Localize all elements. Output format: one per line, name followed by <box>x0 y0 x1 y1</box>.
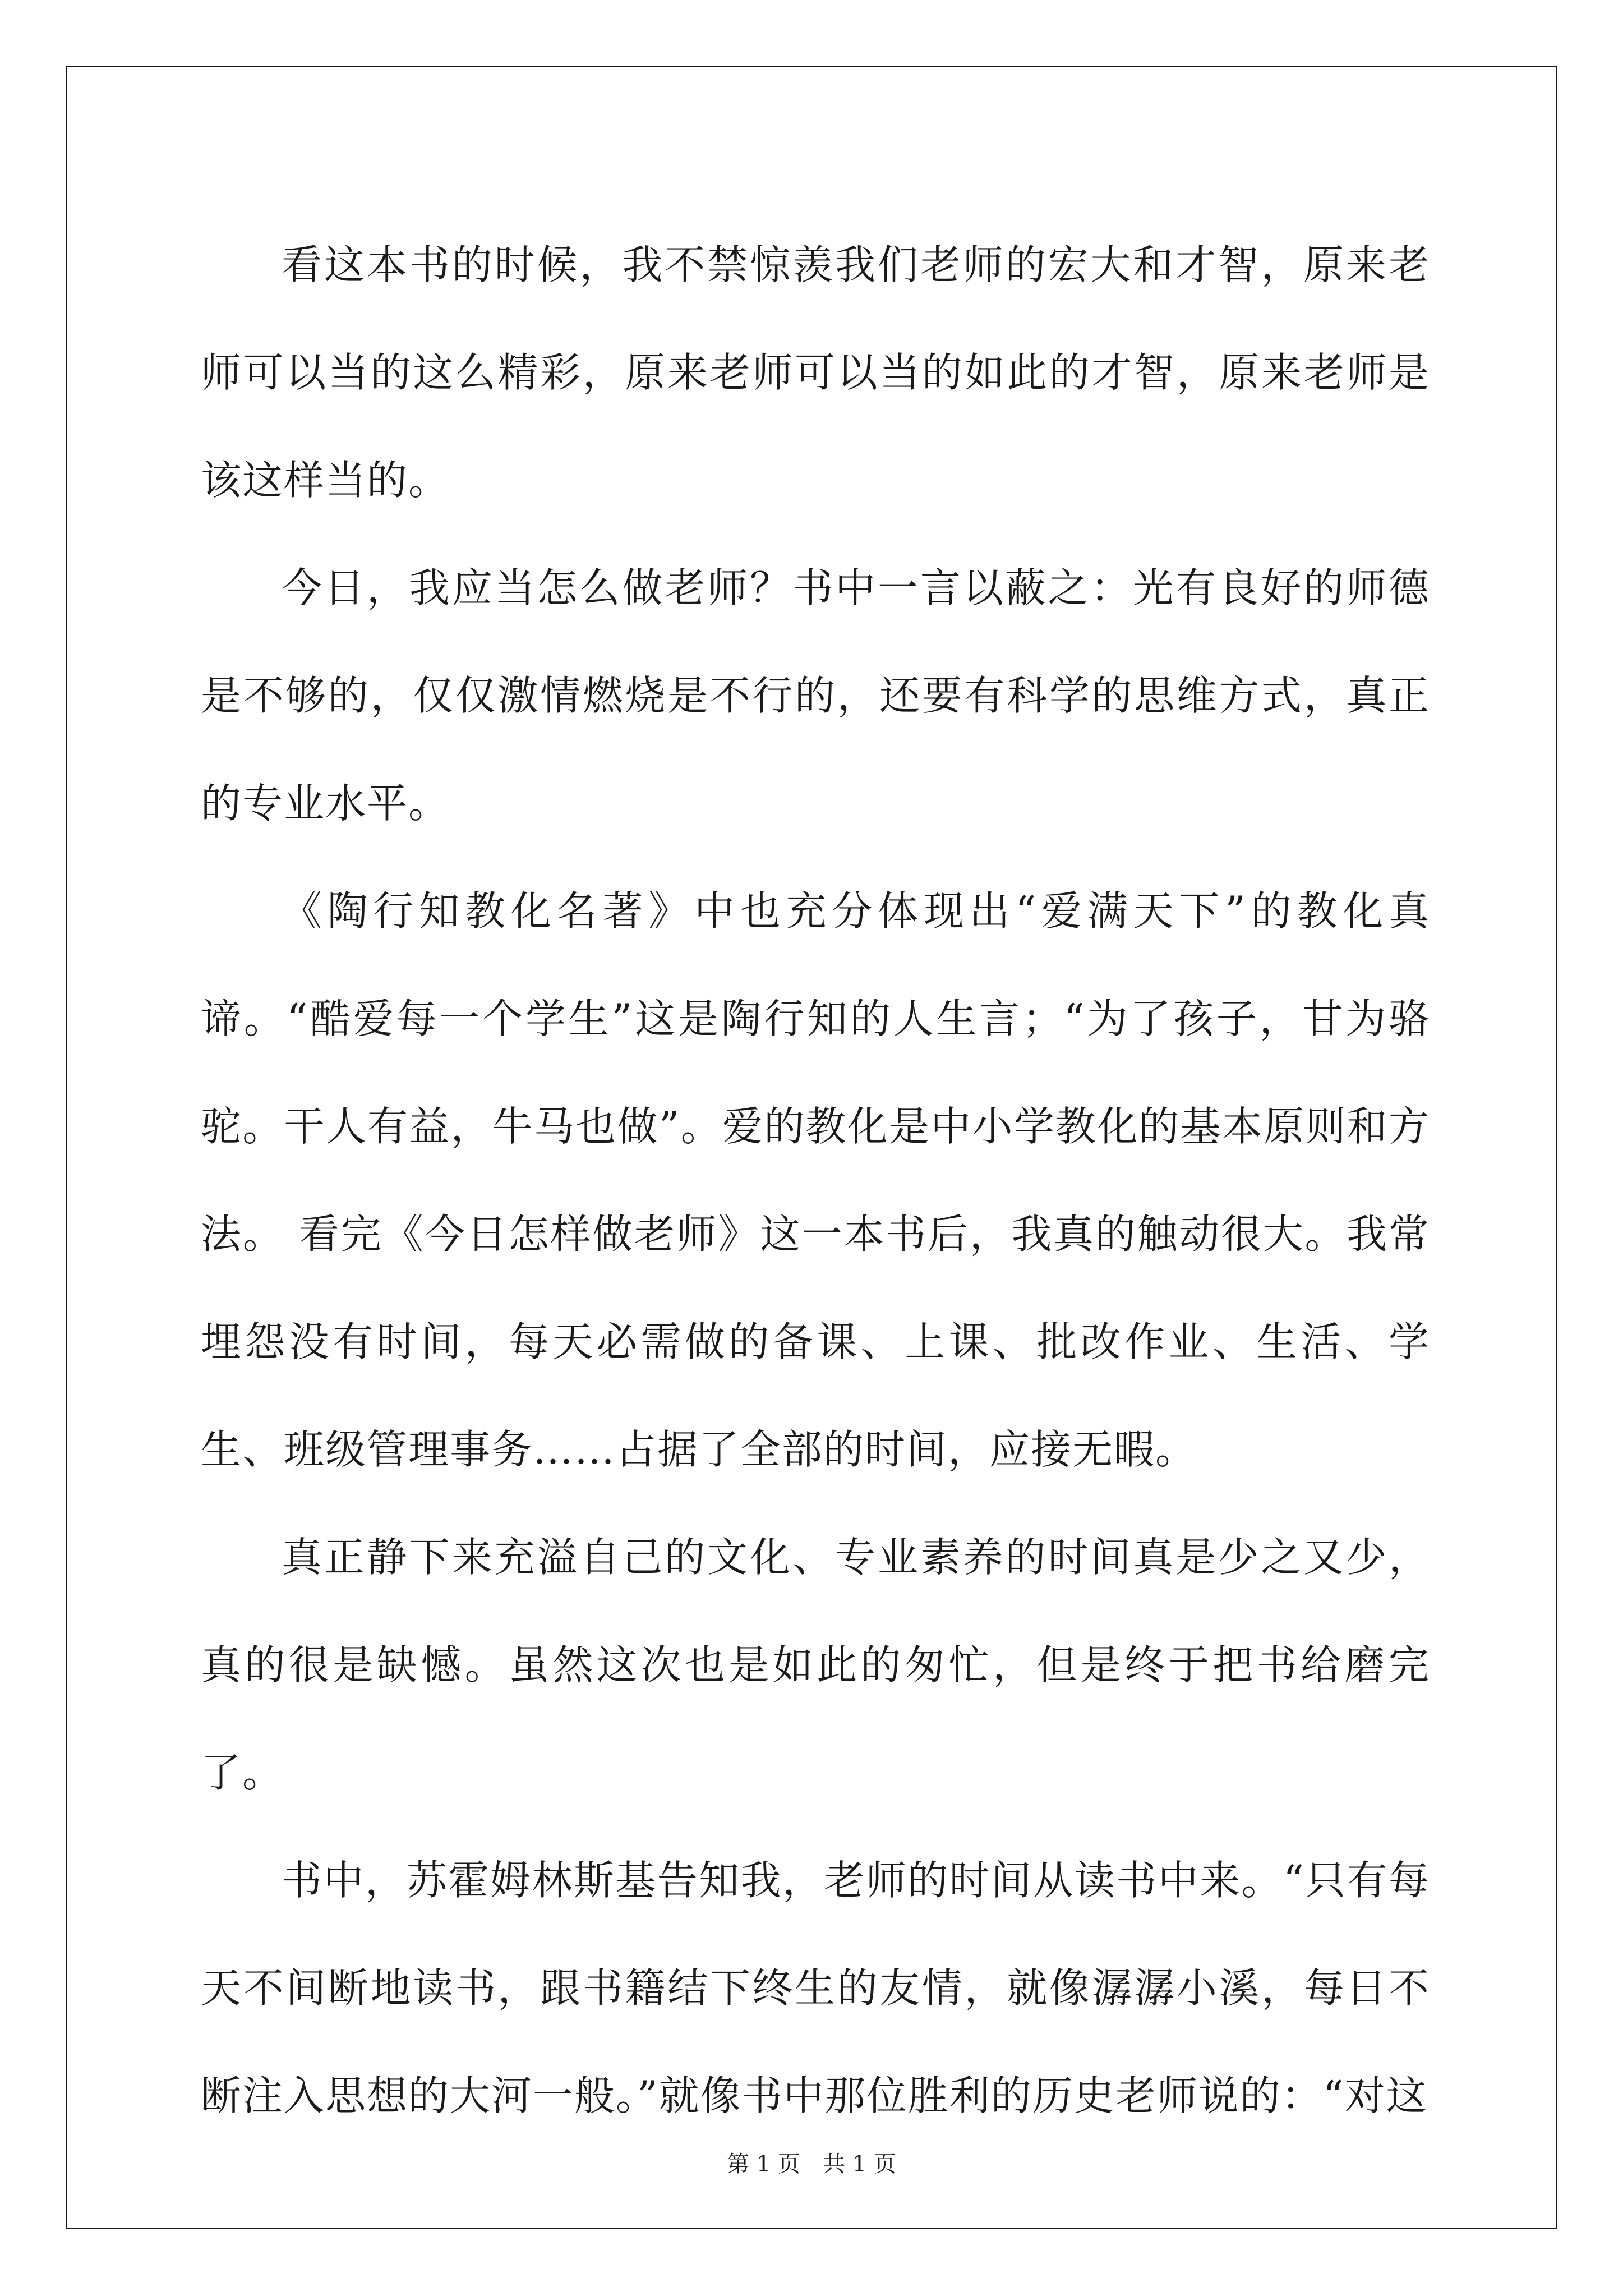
paragraph: 《陶行知教化名著》中也充分体现出“爱满天下”的教化真谛。“酷爱每一个学生”这是陶行知的人生言；“为了孩子，甘为骆驼。干人有益，牛马也做”。爱的教化是中小学教化的基本原则和方法。 看完《今日怎样做老师》这一本书后，我真的触动很大。我常埋怨没有时间，每天必需做的备课、上课、批改作业、生活、学生、班级管理事务……占据了全部的时间，应接无暇。 <box>201 887 1430 1473</box>
paragraph: 书中，苏霍姆林斯基告知我，老师的时间从读书中来。“只有每天不间断地读书，跟书籍结下终生的友情，就像潺潺小溪，每日不断注入思想的大河一般。”就像书中那位胜利的历史老师说的：“对这 <box>201 1857 1430 2119</box>
total-pages: 共 1 页 <box>823 2151 896 2177</box>
paragraph: 看这本书的时候，我不禁惊羡我们老师的宏大和才智，原来老师可以当的这么精彩，原来老师可以当的如此的才智，原来老师是该这样当的。 <box>201 241 1430 504</box>
paragraph: 今日，我应当怎么做老师？书中一言以蔽之：光有良好的师德是不够的，仅仅激情燃烧是不行的，还要有科学的思维方式，真正的专业水平。 <box>201 564 1430 827</box>
paragraph: 真正静下来充溢自己的文化、专业素养的时间真是少之又少，真的很是缺憾。虽然这次也是如此的匆忙，但是终于把书给磨完了。 <box>201 1534 1430 1796</box>
page-footer <box>0 2146 1623 2178</box>
page-number: 第 1 页 <box>727 2151 800 2177</box>
document-body <box>201 211 1430 2150</box>
